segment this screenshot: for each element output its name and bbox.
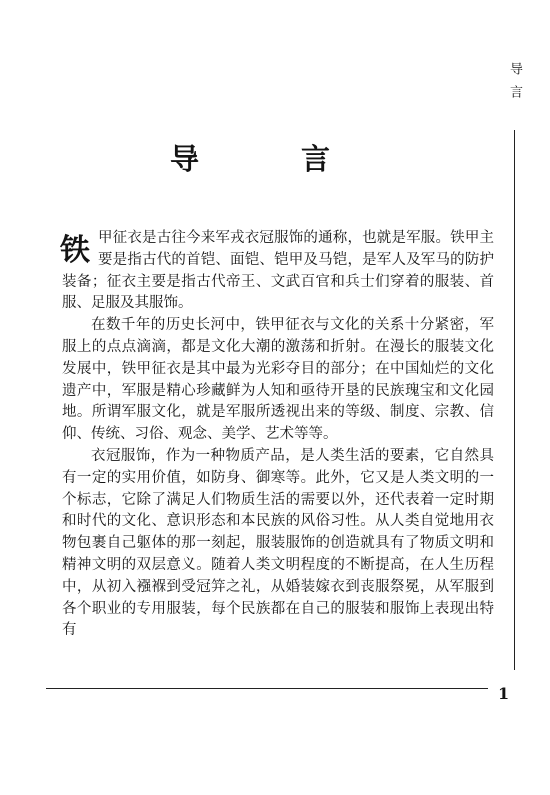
paragraph-3: 衣冠服饰，作为一种物质产品，是人类生活的要素，它自然具有一定的实用价值，如防身、御寒等。此外，它又是人类文明的一个标志，它除了满足人们物质生活的需要以外，还代表着一定时期和时代的文化、意识形态和本民族的风俗习性。从人类自觉地用衣物包裹自己躯体的那一刻起，服装服饰的创造就具有了物质文明和精神文明的双层意义。随着人类文明程度的不断提高，在人生历程中，从初入襁褓到受冠笄之礼，从婚装嫁衣到丧服祭冕，从军服到各个职业的专用服装，每个民族都在自己的服装和服饰上表现出特有: [62, 447, 494, 639]
bottom-rule: [46, 688, 488, 689]
paragraph-1-text: 甲征衣是古往今来军戎衣冠服饰的通称，也就是军服。铁甲主要是指古代的首铠、面铠、铠甲及马铠，是军人及军马的防护装备；征衣主要是指古代帝王、文武百官和兵士们穿着的服装、首服、足服及其服饰。: [62, 230, 494, 312]
page-number: 1: [498, 684, 510, 703]
paragraph-2: 在数千年的历史长河中，铁甲征衣与文化的关系十分紧密，军服上的点点滴滴，都是文化大潮的激荡和折射。在漫长的服装文化发展中，铁甲征衣是其中最为光彩夺目的部分；在中国灿烂的文化遗产中，军服是精心珍藏鲜为人知和亟待开垦的民族瑰宝和文化园地。所谓军服文化，就是军服所透视出来的等级、制度、宗教、信仰、传统、习俗、观念、美学、艺术等等。: [62, 317, 494, 443]
body-text: [62, 228, 494, 642]
page-title: 导 言: [169, 142, 377, 177]
drop-cap: 铁: [60, 233, 90, 268]
paragraph-1: [62, 228, 494, 315]
side-rule: [514, 130, 515, 670]
running-head: 导言: [507, 62, 522, 108]
